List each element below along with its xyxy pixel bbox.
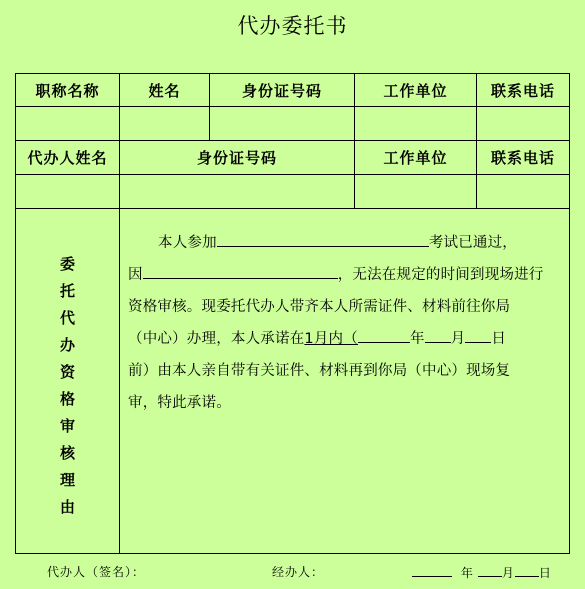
reason-line4-day: 日 <box>491 331 507 347</box>
reason-label-char: 审 <box>59 417 75 435</box>
reason-line-3: 资格审核。现委托代办人带齐本人所需证件、材料前往你局 <box>128 299 511 315</box>
document-title: 代办委托书 <box>237 14 348 38</box>
work-unit-cell[interactable] <box>355 107 477 141</box>
agent-phone-cell[interactable] <box>477 175 570 209</box>
agent-signature-label: 代办人（签名）： <box>47 565 146 579</box>
footer-day-blank[interactable] <box>515 563 539 577</box>
footer-day-label: 日 <box>538 566 552 580</box>
header-agent-name: 代办人姓名 <box>16 141 120 175</box>
reason-label-char: 资 <box>59 363 75 381</box>
name-cell[interactable] <box>120 107 210 141</box>
delegation-form-table <box>15 73 570 554</box>
agent-name-cell[interactable] <box>16 175 120 209</box>
agent-id-number-cell[interactable] <box>120 175 355 209</box>
reason-label-char: 理 <box>59 471 75 489</box>
id-number-cell[interactable] <box>210 107 355 141</box>
reason-label-char: 核 <box>59 444 75 462</box>
reason-line4-b: 1月内（ <box>304 331 358 347</box>
reason-line2-prefix: 因 <box>128 267 143 283</box>
footer-year-blank[interactable] <box>412 563 452 577</box>
reason-line1-suffix: 考试已通过， <box>428 235 518 251</box>
header-title-name: 职称名称 <box>16 74 120 107</box>
phone-cell[interactable] <box>477 107 570 141</box>
reason-label-vertical <box>16 241 119 521</box>
reason-line1-prefix: 本人参加 <box>158 235 217 251</box>
reason-row <box>16 209 570 554</box>
reason-label-cell <box>16 209 120 554</box>
reason-line-6: 审，特此承诺。 <box>128 395 231 411</box>
reason-label-char: 委 <box>59 255 75 273</box>
reason-label-char: 代 <box>59 309 75 327</box>
reason-text-cell <box>120 209 570 554</box>
exam-name-blank[interactable] <box>217 228 429 247</box>
header-agent-phone: 联系电话 <box>477 141 570 175</box>
year-blank[interactable] <box>358 324 410 343</box>
reason-line2-suffix: ，无法在规定的时间到现场进行 <box>337 267 544 283</box>
reason-line4-a: （中心）办理，本人承诺在 <box>128 331 305 347</box>
title-name-cell[interactable] <box>16 107 120 141</box>
footer-month-label: 月 <box>501 566 515 580</box>
reason-label-char: 由 <box>59 498 75 516</box>
header-phone: 联系电话 <box>477 74 570 107</box>
reason-line-2 <box>128 259 565 291</box>
footer-month-blank[interactable] <box>478 563 502 577</box>
applicant-input-row <box>16 107 570 141</box>
header-name: 姓名 <box>120 74 210 107</box>
reason-blank[interactable] <box>143 260 338 279</box>
month-blank[interactable] <box>425 324 451 343</box>
header-id-number: 身份证号码 <box>210 74 355 107</box>
reason-line-5: 前）由本人亲自带有关证件、材料再到你局（中心）现场复 <box>128 363 511 379</box>
handler-label: 经办人： <box>272 565 325 579</box>
reason-line-1 <box>128 227 565 259</box>
reason-line4-month: 月 <box>450 331 466 347</box>
reason-label-char: 办 <box>59 336 75 354</box>
header-agent-id-number: 身份证号码 <box>120 141 355 175</box>
applicant-header-row <box>16 74 570 107</box>
header-agent-work-unit: 工作单位 <box>355 141 477 175</box>
agent-header-row <box>16 141 570 175</box>
reason-label-char: 托 <box>59 282 75 300</box>
day-blank[interactable] <box>465 324 491 343</box>
signature-footer <box>0 563 585 583</box>
reason-line-4 <box>128 323 565 355</box>
header-work-unit: 工作单位 <box>355 74 477 107</box>
footer-date <box>412 563 552 581</box>
reason-label-char: 格 <box>59 390 75 408</box>
agent-work-unit-cell[interactable] <box>355 175 477 209</box>
agent-input-row <box>16 175 570 209</box>
footer-year-label: 年 <box>460 566 474 580</box>
reason-line4-year: 年 <box>409 331 425 347</box>
